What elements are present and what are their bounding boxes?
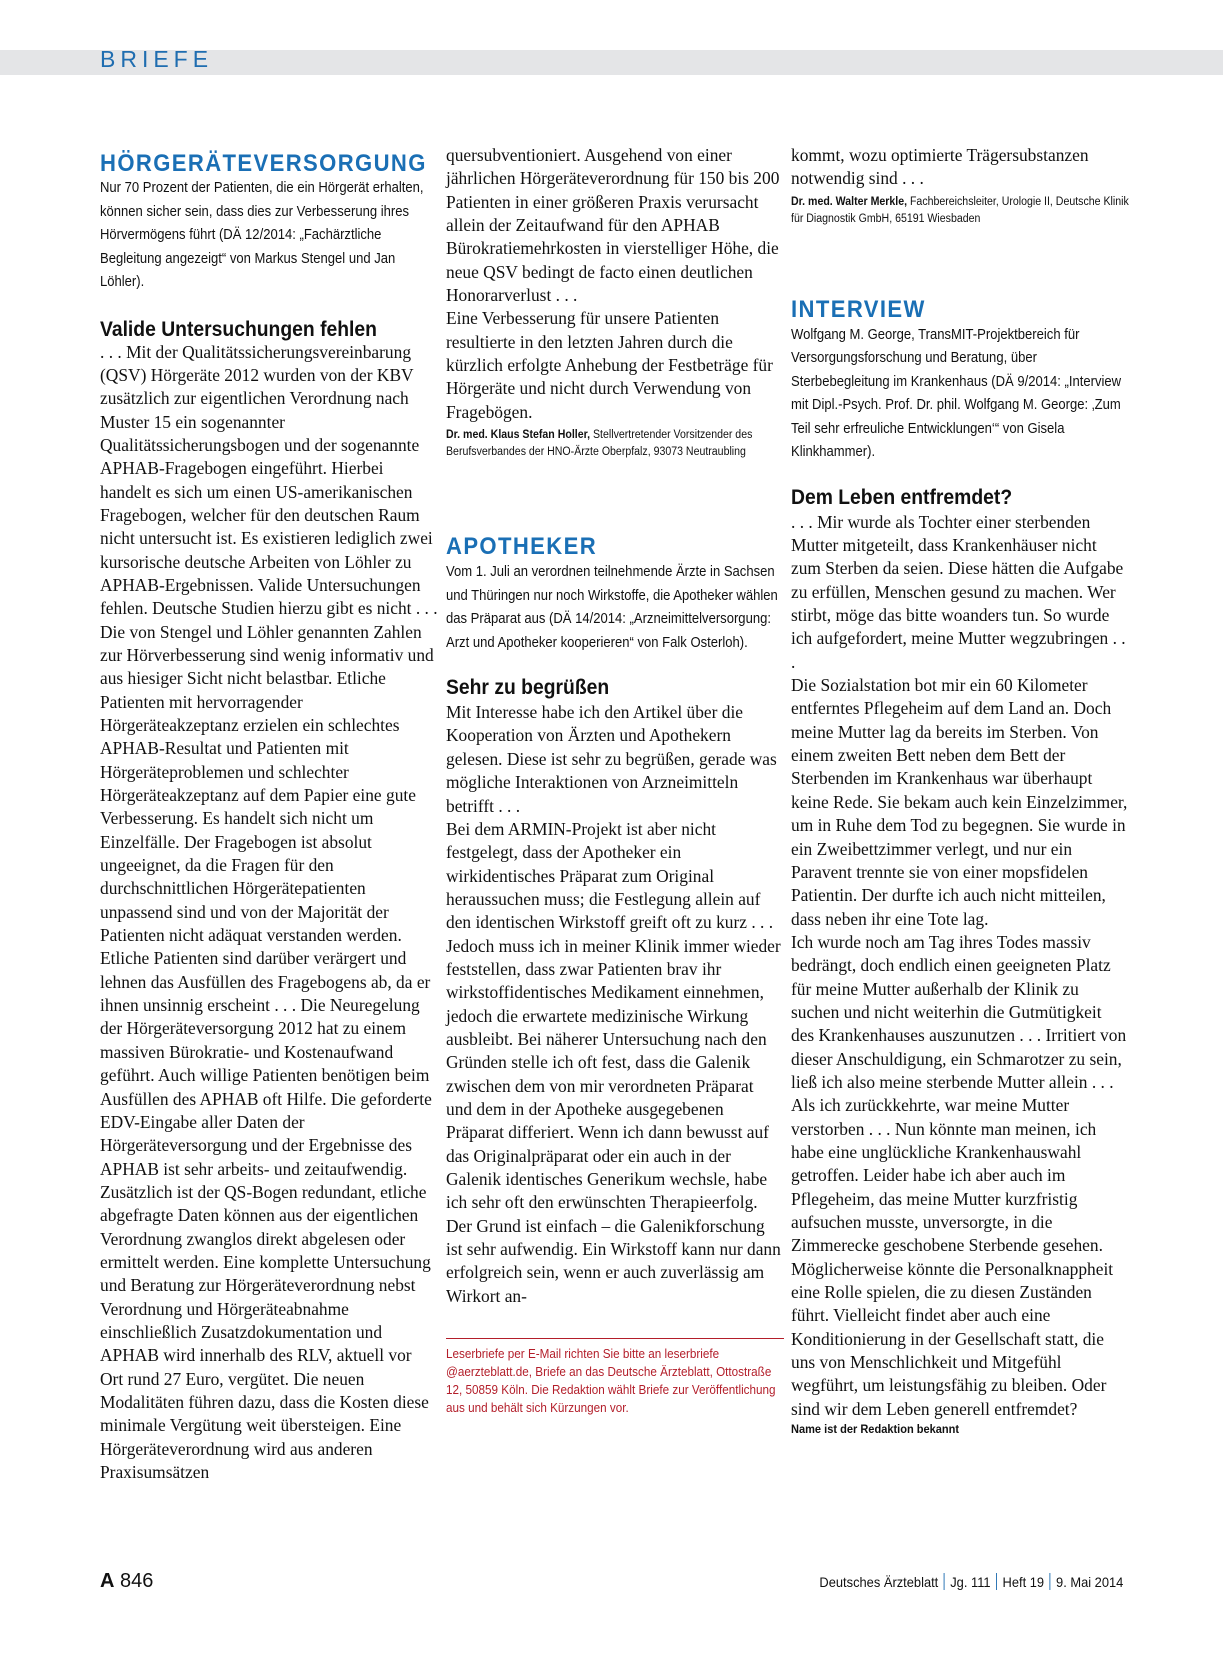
lead-text: Vom 1. Juli an verordnen teilnehmende Ärzte in Sachsen und Thüringen nur noch Wirkstoffe, die Apotheker wählen das Präparat aus (DÄ 14/2014: „Arzneimittelversorgung: Arzt und Apotheker kooperieren“ von Falk Osterloh). — [446, 564, 778, 651]
paragraph: kommt, wozu optimierte Trägersubstanzen notwendig sind . . . — [791, 145, 1089, 189]
signature-affiliation: Stellvertretender Vorsitzender des Berufsverbandes der HNO-Ärzte Oberpfalz, 93073 Neutraubling — [446, 429, 753, 459]
kicker-interview: INTERVIEW — [791, 295, 926, 323]
kicker-apotheker: APOTHEKER — [446, 533, 598, 561]
lead-text: Wolfgang M. George, TransMIT-Projektbereich für Versorgungsforschung und Beratung, über Sterbebegleitung im Krankenhaus (DÄ 9/2014: „Interview mit Dipl.-Psych. Prof. Dr. phil. Wolfgang M. George: ‚Zum Teil sehr erfreuliche Entwicklungen‘“ von Gisela Klinkhammer). — [791, 326, 1122, 461]
letter-body — [100, 341, 438, 1485]
paragraph: Mit Interesse habe ich den Artikel über die Kooperation von Ärzten und Apothekern gelesen. Diese ist sehr zu begrüßen, gerade was mögliche Interaktionen von Arzneimitteln betrifft . . . — [446, 702, 777, 816]
letter-body-continued — [446, 144, 784, 424]
notice-text: Leserbriefe per E-Mail richten Sie bitte an leserbriefe @aerzteblatt.de, Briefe an das Deutsche Ärzteblatt, Ottostraße 12, 50859 Köln. Die Redaktion wählt Briefe zur Veröffentlichung aus und behält sich Kürzungen vor. — [446, 1346, 776, 1416]
separator — [943, 1573, 944, 1590]
paragraph: Ich wurde noch am Tag ihres Todes massiv bedrängt, doch endlich einen geeigneten Platz für meine Mutter außerhalb der Klinik zu suchen und nicht weiterhin die Gutmütigkeit des Krankenhauses auszunutzen . . . Irritiert von dieser Anschuldigung, ein Schmarotzer zu sein, ließ ich also meine sterbende Mutter allein . . . Als ich zurückkehrte, war meine Mutter verstorben . . . Nun könnte man meinen, ich habe eine unglückliche Krankenhauswahl getroffen. Leider habe ich aber auch im Pflegeheim, das meine Mutter kurzfristig aufsuchen musste, unversorgte, in die Zimmerecke geschobene Sterbende gesehen. Möglicherweise könnte die Personalknappheit eine Rolle spielen, die zu diesen Zuständen führt. Vielleicht findet aber auch eine Konditionierung in der Gesellschaft statt, die uns von Menschlichkeit und Mitgefühl wegführt, um leistungsfähig zu bleiben. Oder sind wir dem Leben generell entfremdet? — [791, 931, 1127, 1419]
paragraph: Jedoch muss ich in meiner Klinik immer wieder feststellen, dass zwar Patienten brav ihr wirkstoffidentisches Medikament einnehmen, jedoch die erwartete medizinische Wirkung ausbleibt. Bei näherer Untersuchung nach den Gründen stelle ich oft fest, dass die Galenik zwischen dem von mir verordneten Präparat und dem in der Apotheke ausgegebenen Präparat differiert. Wenn ich dann bewusst auf das Originalpräparat oder ein auch in der Galenik identisches Generikum wechsle, habe ich sehr oft den erwünschten Therapieerfolg. Der Grund ist einfach – die Galenikforschung ist sehr aufwendig. Ein Wirkstoff kann nur dann erfolgreich sein, wenn er auch zuverlässig am Wirkort an- — [446, 935, 781, 1306]
letter-headline: Valide Untersuchungen fehlen — [100, 317, 377, 341]
signature-name: Dr. med. Walter Merkle, — [791, 195, 908, 208]
page-number — [100, 1570, 153, 1593]
lead-text: Nur 70 Prozent der Patienten, die ein Hörgerät erhalten, können sicher sein, dass dies zur Verbesserung ihres Hörvermögens führt (DÄ 12/2014: „Fachärztliche Begleitung angezeigt“ von Markus Stengel und Jan Löhler). — [100, 180, 424, 290]
letter-body-continued — [791, 144, 1129, 191]
letter-headline: Sehr zu begrüßen — [446, 676, 610, 700]
separator — [996, 1573, 997, 1590]
letter-body — [446, 701, 784, 1308]
paragraph: . . . Mit der Qualitätssicherungsvereinbarung (QSV) Hörgeräte 2012 wurden von der KBV zusätzlich zur eigentlichen Verordnung nach Muster 15 ein sogenannter Qualitätssicherungsbogen und der sogenannte APHAB-Fragebogen eingeführt. Hierbei handelt es sich um einen US-amerikanischen Fragebogen, welcher für den deutschen Raum nicht untersucht ist. Es existieren lediglich zwei kursorische deutsche Arbeiten von Löhler zu APHAB-Ergebnissen. Valide Untersuchungen fehlen. Deutsche Studien hierzu gibt es nicht . . . Die von Stengel und Löhler genannten Zahlen zur Hörverbesserung sind wenig informativ und aus hiesiger Sicht nicht belastbar. Etliche Patienten mit hervorragender Hörgeräteakzeptanz erzielen ein schlechtes APHAB-Resultat und Patienten mit Hörgeräteproblemen und schlechter Hörgeräteakzeptanz auf dem Papier eine gute Verbesserung. Es handelt sich nicht um Einzelfälle. Der Fragebogen ist absolut ungeeignet, da die Fragen für den durchschnittlichen Hörgerätepatienten unpassend sind und von der Majorität der Patienten nicht adäquat verstanden werden. Etliche Patienten sind darüber verärgert und lehnen das Ausfüllen des Fragebogens ab, da er ihnen unsinnig erscheint . . . Die Neuregelung der Hörgeräteversorgung 2012 hat zu einem massiven Bürokratie- und Kostenaufwand geführt. Auch willige Patienten benötigen beim Ausfüllen des APHAB oft Hilfe. Die geforderte EDV-Eingabe aller Daten der Hörgeräteversorgung und der Ergebnisse des APHAB ist sehr arbeits- und zeitaufwendig. Zusätzlich ist der QS-Bogen redundant, etliche abgefragte Daten können aus der eigentlichen Verordnung zwanglos direkt abgelesen oder ermittelt werden. Eine komplette Untersuchung und Beratung zur Hörgeräteverordnung nebst Verordnung und Hörgeräteabnahme einschließlich Zusatzdokumentation und APHAB wird innerhalb des RLV, aktuell vor Ort rund 27 Euro, vergütet. Die neuen Modalitäten führen dazu, dass die Kosten diese minimale Vergütung weit übersteigen. Eine Hörgeräteverordnung wird aus anderen Praxisumsätzen — [100, 341, 438, 1482]
signature-affiliation: Fachbereichsleiter, Urologie II, Deutsche Klinik für Diagnostik GmbH, 65191 Wiesbaden — [791, 195, 1129, 225]
kicker-hoergeraeteversorgung: HÖRGERÄTEVERSORGUNG — [100, 150, 427, 177]
separator — [1049, 1573, 1050, 1590]
column-3 — [791, 145, 1129, 1438]
signature-anonymous: Name ist der Redaktion bekannt — [791, 1422, 960, 1437]
signature-name: Dr. med. Klaus Stefan Holler, — [446, 429, 591, 442]
column-1 — [100, 150, 438, 1484]
letter-headline: Dem Leben entfremdet? — [791, 485, 1013, 509]
page-prefix: A — [100, 1570, 115, 1592]
page-number-value: 846 — [120, 1570, 154, 1592]
date: 9. Mai 2014 — [1055, 1574, 1123, 1590]
paragraph: Die Sozialstation bot mir ein 60 Kilometer entferntes Pflegeheim auf dem Land an. Doch meine Mutter lag da bereits im Sterben. Von einem zweiten Bett neben dem Bett der Sterbenden im Krankenhaus war überhaupt keine Rede. Sie bekam auch kein Einzelzimmer, um in Ruhe dem Tod zu begegnen. Sie wurde in ein Zweibettzimmer verlegt, und nur ein Paravent trennte sie von einer mopsfidelen Patientin. Der durfte ich auch nicht mitteilen, dass neben ihr eine Tote lag. — [791, 675, 1128, 929]
signature — [791, 194, 1130, 228]
volume: Jg. 111 — [949, 1574, 991, 1590]
notice-rule — [446, 1338, 784, 1339]
column-2 — [446, 145, 784, 1417]
paragraph: Eine Verbesserung für unsere Patienten resultierte in den letzten Jahren durch die kürzlich erfolgte Anhebung der Festbeträge für Hörgeräte und nicht durch Verwendung von Fragebögen. — [446, 308, 773, 422]
journal-name: Deutsches Ärzteblatt — [819, 1574, 938, 1590]
letter-body — [791, 511, 1129, 1421]
issue: Heft 19 — [1002, 1574, 1044, 1590]
paragraph: quersubventioniert. Ausgehend von einer jährlichen Hörgeräteverordnung für 150 bis 200 Patienten in einer größeren Praxis verursacht allein der Zeitaufwand für den APHAB Bürokratiemehrkosten in vierstelliger Höhe, die neue QSV bedingt de facto einen deutlichen Honorarverlust . . . — [446, 145, 780, 306]
section-label: BRIEFE — [100, 46, 214, 72]
issue-info — [819, 1573, 1123, 1590]
reader-letters-notice — [446, 1338, 784, 1417]
signature — [446, 427, 785, 461]
paragraph: Bei dem ARMIN-Projekt ist aber nicht festgelegt, dass der Apotheker ein wirkidentisches Präparat zum Original heraussuchen muss; die Festlegung allein auf den identischen Wirkstoff greift oft zu kurz . . . — [446, 818, 774, 933]
paragraph: . . . Mir wurde als Tochter einer sterbenden Mutter mitgeteilt, dass Krankenhäuser nicht zum Sterben da seien. Diese hätten die Aufgabe zu erfüllen, Menschen gesund zu machen. Wer stirbt, möge das bitte woanders tun. So wurde ich aufgefordert, meine Mutter wegzubringen . . . — [791, 511, 1126, 672]
